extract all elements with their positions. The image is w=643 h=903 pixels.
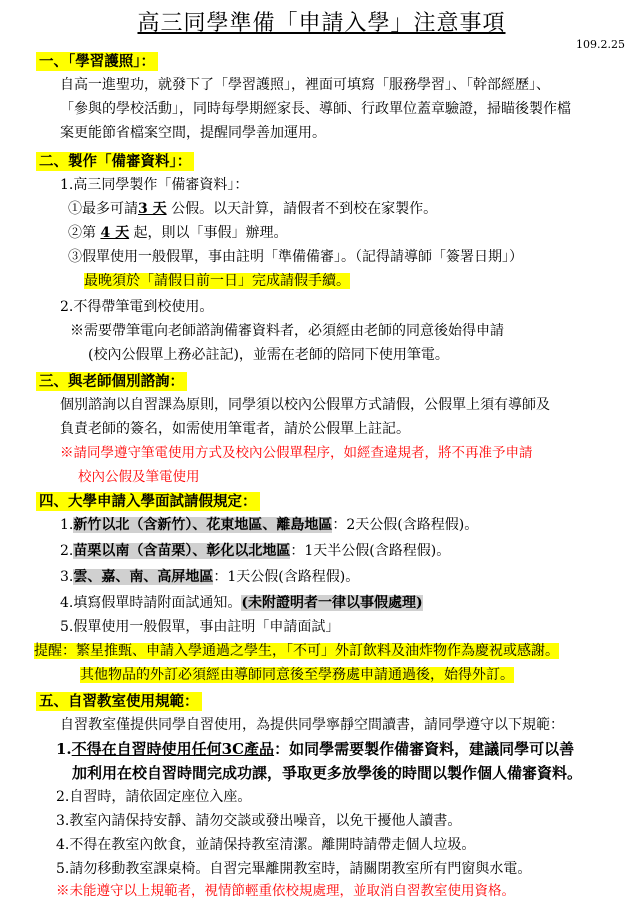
- section-2-deadline-note: [84, 270, 350, 292]
- section-4-rule-2: [60, 540, 450, 562]
- section-1-line-1: 自高一進聖功，就發下了「學習護照」，裡面可填寫「服務學習」、「幹部經歷」、: [60, 77, 550, 93]
- clause-1-text-a: ①最多可請: [68, 201, 138, 217]
- date-label: 109.2.25: [576, 38, 625, 51]
- section-5-warning: ※未能遵守以上規範者，視情節輕重依校規處理，並取消自習教室使用資格。: [56, 883, 515, 899]
- section-5-rule-1: [56, 738, 574, 760]
- section-5-intro: 自習教室僅提供同學自習使用，為提供同學寧靜空間讀書，請同學遵守以下規範：: [60, 717, 564, 733]
- section-3-heading: [36, 370, 187, 391]
- section-2-item-1: 1.高三同學製作「備審資料」：: [60, 177, 249, 193]
- rule-2-region: 苗栗以南（含苗栗）、彰化以北地區: [73, 543, 291, 559]
- section-4-rule-1: [60, 514, 478, 536]
- section-2-clause-2: [68, 222, 288, 244]
- clause-2-text-c: 起，則以「事假」辦理。: [133, 225, 288, 241]
- section-5-rule-1-cont: 加利用在校自習時間完成功課，爭取更多放學後的時間以製作個人備審資料。: [72, 764, 583, 782]
- section-1-line-2: 「參與的學校活動」，同時每學期經家長、導師、行政單位蓋章驗證，掃瞄後製作檔: [60, 101, 571, 117]
- section-5-heading: [36, 690, 202, 711]
- rule-3-region: 雲、嘉、南、高屏地區: [73, 569, 214, 585]
- section-4-rule-4: [60, 592, 423, 614]
- section-3-line-2: 負責老師的簽名，如需使用筆電者，請於公假單上註記。: [60, 421, 410, 437]
- rule-1-num: 1.: [60, 517, 74, 533]
- section-5-rule-5: 5.請勿移動教室課桌椅。自習完畢離開教室時，請關閉教室所有門窗與水電。: [56, 861, 532, 877]
- rule-1-region: 新竹以北（含新竹）、花東地區、離島地區: [73, 517, 333, 533]
- clause-1-text-c: 公假。以天計算，請假者不到校在家製作。: [171, 201, 438, 217]
- section-5-rule-2: 2.自習時，請依固定座位入座。: [56, 789, 252, 805]
- section-1-line-3: 案更能節省檔案空間，提醒同學善加運用。: [60, 125, 326, 141]
- section-3-heading-text: 三、與老師個別諮詢：: [36, 372, 187, 391]
- rule-3-num: 3.: [60, 569, 74, 585]
- page-title: 高三同學準備「申請入學」注意事項: [137, 11, 506, 36]
- rule-4-note: (未附證明者一律以事假處理): [241, 595, 423, 611]
- rule-3-leave: ：1天公假(含路程假)。: [213, 569, 360, 585]
- section-3-warning-2: 校內公假及筆電使用: [78, 469, 200, 485]
- section-4-heading: [36, 490, 260, 511]
- section-2-clause-1: [68, 198, 437, 220]
- section-4-heading-text: 四、大學申請入學面試請假規定：: [36, 492, 260, 511]
- clause-2-days: 4 天: [100, 225, 130, 241]
- section-2-item-2: 2.不得帶筆電到校使用。: [60, 299, 214, 315]
- section-2-clause-3: ③假單使用一般假單，事由註明「準備備審」。（記得請導師「簽署日期」）: [68, 249, 523, 265]
- section-4-rule-5: 5.假單使用一般假單，事由註明「申請面試」: [60, 619, 340, 635]
- rule-4-text: 4.填寫假單時請附面試通知。: [60, 595, 242, 611]
- section-2-note-1: ※需要帶筆電向老師諮詢備審資料者，必須經由老師的同意後始得申請: [70, 323, 504, 339]
- section-2-heading-text: 二、製作「備審資料」：: [36, 152, 194, 171]
- section-4-reminder-2: [80, 664, 514, 686]
- rule-2-num: 2.: [60, 543, 74, 559]
- rule-2-leave: ：1天半公假(含路程假)。: [290, 543, 451, 559]
- section-4-rule-3: [60, 566, 359, 588]
- section-2-heading: [36, 150, 194, 171]
- section-5-rule-4: 4.不得在教室內飲食，並請保持教室清潔。離開時請帶走個人垃圾。: [56, 837, 476, 853]
- section-1-heading-text: 一、「學習護照」：: [36, 52, 158, 71]
- section-3-line-1: 個別諮詢以自習課為原則，同學須以校內公假單方式請假，公假單上須有導師及: [60, 397, 550, 413]
- section-5-rule-3: 3.教室內請保持安靜、請勿交談或發出噪音，以免干擾他人讀書。: [56, 813, 462, 829]
- s5-rule-1-key: 不得在自習時使用任何3C產品: [71, 740, 275, 758]
- section-4-reminder-1: [34, 640, 559, 662]
- deadline-note-text: 最晚須於「請假日前一日」完成請假手續。: [84, 273, 350, 289]
- section-1-heading: [36, 50, 158, 71]
- reminder-2-text: 其他物品的外訂必須經由導師同意後至學務處申請通過後，始得外訂。: [80, 667, 514, 683]
- section-2-note-2: (校內公假單上務必註記)，並需在老師的陪同下使用筆電。: [88, 347, 449, 363]
- s5-rule-1-text: ：如同學需要製作備審資料，建議同學可以善: [274, 740, 575, 758]
- rule-1-leave: ：2天公假(含路程假)。: [332, 517, 479, 533]
- reminder-1-text: 提醒：繁星推甄、申請入學通過之學生，「不可」外訂飲料及油炸物作為慶祝或感謝。: [34, 643, 559, 659]
- section-3-warning-1: ※請同學遵守筆電使用方式及校內公假單程序，如經查違規者，將不再准予申請: [60, 445, 533, 461]
- s5-rule-1-num: 1.: [56, 740, 72, 758]
- section-5-heading-text: 五、自習教室使用規範：: [36, 692, 202, 711]
- clause-1-days: 3 天: [138, 201, 167, 217]
- clause-2-text-a: ②第: [68, 225, 96, 241]
